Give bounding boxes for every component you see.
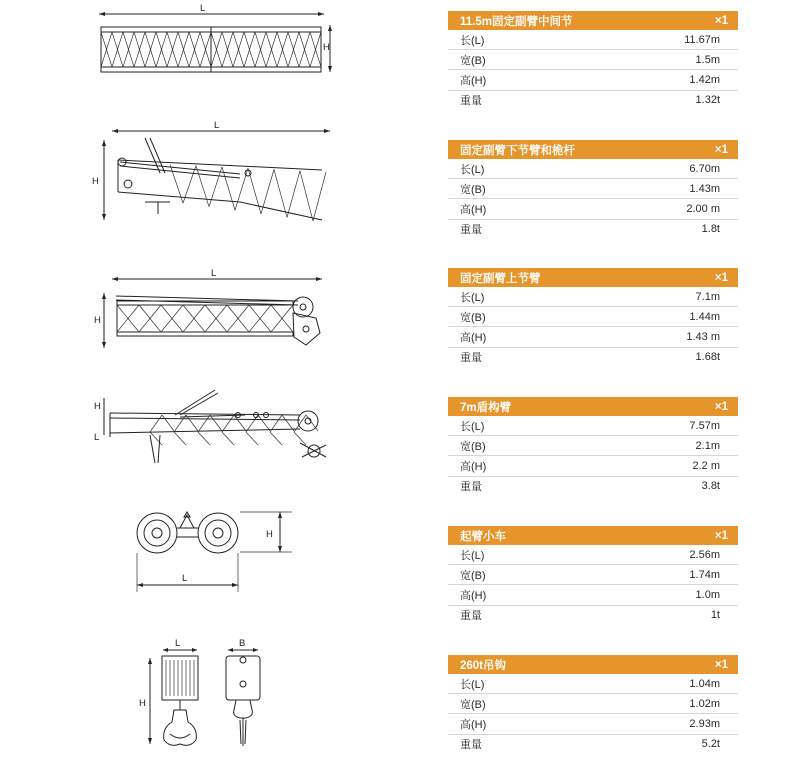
spec-row [448,199,738,219]
spec-row [448,545,738,565]
spec-value: 1.44m [689,310,720,323]
drawing-boom-trolley [0,500,430,600]
spec-value: 1.8t [701,223,720,236]
height-label: H [323,42,330,53]
spec-label: 高(H) [460,460,487,473]
spec-value: 2.93m [689,717,720,730]
height-label: H [139,698,146,709]
spec-title: 260t吊钩 [460,659,507,672]
spec-table [448,11,738,110]
spec-label: 高(H) [460,718,487,731]
height-label: H [94,315,101,326]
spec-value: 2.00 m [686,202,720,215]
spec-header [448,11,738,30]
spec-label: 宽(B) [460,440,486,453]
width-label: B [239,638,246,649]
spec-table [448,268,738,367]
spec-label: 高(H) [460,331,487,344]
spec-label: 重量 [460,610,482,623]
spec-label: 宽(B) [460,54,486,67]
spec-value: 1.43 m [686,330,720,343]
spec-row [448,307,738,327]
spec-label: 高(H) [460,203,487,216]
spec-value: 1t [710,609,720,622]
spec-label: 重量 [460,481,482,494]
spec-label: 重量 [460,224,482,237]
length-label: L [211,268,217,279]
drawing-lower-jib-and-mast [0,118,430,230]
spec-row [448,456,738,476]
height-label: H [92,176,99,187]
spec-header [448,397,738,416]
spec-quantity: ×1 [714,529,728,542]
spec-row [448,606,738,625]
spec-value: 6.70m [689,162,720,175]
spec-table [448,655,738,754]
spec-label: 宽(B) [460,183,486,196]
spec-row [448,694,738,714]
spec-title: 固定副臂下节臂和桅杆 [460,144,575,157]
spec-value: 1.32t [695,94,720,107]
spec-quantity: ×1 [714,271,728,284]
spec-value: 2.2 m [692,459,720,472]
spec-value: 2.56m [689,548,720,561]
spec-row [448,30,738,50]
spec-label: 长(L) [460,34,485,47]
spec-row [448,287,738,307]
spec-quantity: ×1 [714,658,728,671]
spec-label: 长(L) [460,678,485,691]
spec-label: 宽(B) [460,698,486,711]
spec-row [448,179,738,199]
spec-title: 11.5m固定副臂中间节 [460,15,573,28]
spec-row [448,50,738,70]
spec-label: 重量 [460,352,482,365]
spec-row [448,436,738,456]
drawing-upper-jib-section [0,263,430,359]
spec-row [448,416,738,436]
spec-row [448,91,738,110]
spec-row [448,159,738,179]
spec-row [448,674,738,694]
spec-row [448,477,738,496]
spec-label: 长(L) [460,291,485,304]
spec-quantity: ×1 [714,143,728,156]
spec-table [448,526,738,625]
spec-label: 长(L) [460,549,485,562]
spec-value: 1.68t [695,351,720,364]
spec-table [448,140,738,239]
spec-value: 7.57m [689,419,720,432]
height-label: H [266,529,273,540]
spec-title: 固定副臂上节臂 [460,272,541,285]
spec-value: 1.74m [689,568,720,581]
length-label: L [94,432,100,443]
length-label: L [175,638,181,649]
spec-label: 宽(B) [460,569,486,582]
spec-title: 7m盾构臂 [460,401,512,414]
spec-label: 长(L) [460,163,485,176]
drawing-jib-intermediate-section [0,0,430,90]
spec-value: 1.04m [689,677,720,690]
spec-header [448,655,738,674]
spec-row [448,327,738,347]
spec-value: 1.0m [695,588,720,601]
spec-label: 重量 [460,739,482,752]
length-label: L [200,3,206,14]
length-label: L [214,120,220,131]
spec-row [448,70,738,90]
spec-row [448,714,738,734]
spec-row [448,348,738,367]
spec-value: 2.1m [695,439,720,452]
spec-quantity: ×1 [714,400,728,413]
spec-label: 高(H) [460,74,487,87]
spec-row [448,735,738,754]
spec-row [448,565,738,585]
drawing-hook-block [0,636,430,751]
spec-row [448,220,738,239]
spec-value: 5.2t [701,738,720,751]
spec-row [448,585,738,605]
spec-label: 宽(B) [460,311,486,324]
spec-table [448,397,738,496]
spec-value: 1.5m [695,53,720,66]
height-label: H [94,401,101,412]
spec-label: 长(L) [460,420,485,433]
spec-header [448,526,738,545]
spec-title: 起臂小车 [460,530,506,543]
spec-value: 1.02m [689,697,720,710]
spec-header [448,268,738,287]
spec-label: 重量 [460,95,482,108]
spec-quantity: ×1 [714,14,728,27]
spec-value: 7.1m [695,290,720,303]
drawing-shield-jib [0,385,430,465]
spec-value: 3.8t [701,480,720,493]
length-label: L [182,573,188,584]
spec-value: 1.43m [689,182,720,195]
spec-value: 1.42m [689,73,720,86]
spec-label: 高(H) [460,589,487,602]
spec-value: 11.67m [684,33,720,46]
spec-header [448,140,738,159]
